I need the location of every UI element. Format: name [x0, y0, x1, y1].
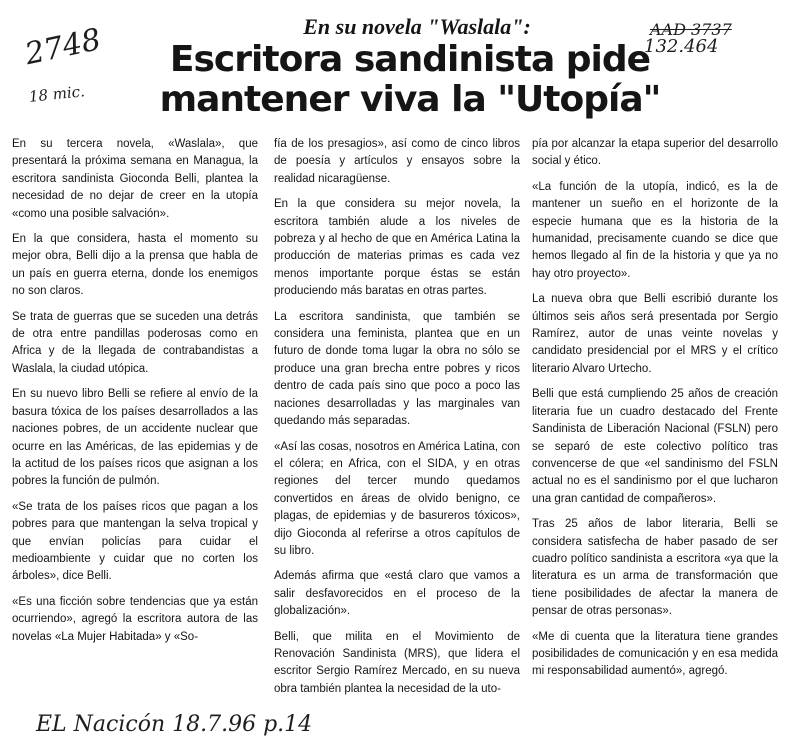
paragraph: La nueva obra que Belli escribió durante los últimos seis años será presentada por Sergio Ramírez, autor de unas veinte novelas y candidato presidencial por el MRS y el crítico literario Alvaro Urtecho.: [532, 293, 778, 375]
handwritten-archive-number: 2748: [22, 22, 104, 73]
paragraph: «Es una ficción sobre tendencias que ya están ocurriendo», agregó la escritora autora de las novelas «La Mujer Habitada» y «So-: [12, 595, 258, 643]
paragraph: «Me di cuenta que la literatura tiene grandes posibilidades de comunicación y en esa medida mi responsabilidad aumentó», agregó.: [532, 630, 778, 678]
handwritten-footer-note: EL Nacicón 18.7.96 p.14: [36, 712, 313, 737]
paragraph: Además afirma que «está claro que vamos a salir desfavorecidos en el proceso de la globalización».: [274, 570, 520, 618]
paragraph: En su nuevo libro Belli se refiere al envío de la basura tóxica de los países desarrollados a las naciones pobres, de un accidente nuclear que ocurre en las Américas, de las epidemias y de la actitud de los países ricos que asignan a los pobres la función de pulmón.: [12, 388, 258, 488]
article-body: [12, 136, 790, 706]
paragraph: pía por alcanzar la etapa superior del desarrollo social y ético.: [532, 138, 778, 168]
article-headline: Escritora sandinista pide mantener viva la "Utopía": [159, 39, 661, 120]
paragraph: En la que considera su mejor novela, la escritora también alude a los niveles de pobreza y al hecho de que en América Latina la producción de materias primas es cada vez menos importante porque éstas se están produciendo más baratas en otras partes.: [274, 198, 520, 298]
article-kicker: En su novela "Waslala":: [303, 14, 531, 39]
paragraph: En su tercera novela, «Waslala», que presentará la próxima semana en Managua, la escritora sandinista Gioconda Belli, plantea la necesidad de no dejar de creer en la utopía «como una posible salvación».: [12, 138, 258, 220]
paragraph: En la que considera, hasta el momento su mejor obra, Belli dijo a la prensa que habla de un país en guerra eterna, donde los enemigos no son claros.: [12, 233, 258, 298]
paragraph: Se trata de guerras que se suceden una detrás de otra entre pandillas poderosas como en Africa y de la llegada de contrabandistas a Waslala, la ciudad utópica.: [12, 310, 258, 375]
text-column-3: [532, 136, 778, 706]
paragraph: fía de los presagios», así como de cinco libros de poesía y artículos y ensayos sobre la realidad nicaragüense.: [274, 138, 520, 185]
paragraph: Tras 25 años de labor literaria, Belli se considera satisfecha de haber pasado de ser cuadro político sandinista a escritora «ya que la literatura es un arma de transformación que tiene posibilidades de afectar la manera de pensar de otras personas».: [532, 518, 778, 618]
paragraph: «La función de la utopía, indicó, es la de mantener un sueño en el horizonte de la especie humana que es la historia de la humanidad, precisamente cuando se dice que hemos llegado al fin de la historia y que ya no hay otro proyecto».: [532, 180, 778, 280]
paragraph: Belli que está cumpliendo 25 años de creación literaria fue un cuadro destacado del Frente Sandinista de Liberación Nacional (FSLN) pero se separó de este colectivo político tras convencerse de que «el sandinismo del FSLN actual no es el sandinismo por el que lucharon una gran cantidad de compañeros».: [532, 388, 778, 505]
paragraph: «Así las cosas, nosotros en América Latina, con el cólera; en Africa, con el SIDA, y en otras regiones del tercer mundo quedamos convertidos en áreas de olvido benigno, ce plagas, de epidemias y de basureros tóxicos», dijo Gioconda al referirse a otros capítulos de su libro.: [274, 440, 520, 557]
text-column-1: [12, 136, 258, 706]
paragraph: Belli, que milita en el Movimiento de Renovación Sandinista (MRS), que lidera el escritor Sergio Ramírez Mercado, en su nueva obra también plantea la necesidad de la uto-: [274, 630, 520, 695]
paragraph: «Se trata de los países ricos que pagan a los pobres para que mantengan la selva tropical y que envían policías para cuidar el medioambiente y cuidar que no corten los árboles», dice Belli.: [12, 500, 258, 583]
handwritten-date-note: 18 mic.: [28, 82, 86, 106]
handwritten-code: 132.464: [644, 36, 719, 57]
text-column-2: [274, 136, 520, 706]
handwritten-crossed-code: AAD 3737: [650, 20, 732, 39]
paragraph: La escritora sandinista, que también se considera una feminista, plantea que en un futuro de donde toma lugar la obra no sólo se produce una gran brecha entre pobres y ricos dentro de cada país sino que poco a poco las naciones desarrolladas y las marginales van quedando más separadas.: [274, 310, 520, 428]
